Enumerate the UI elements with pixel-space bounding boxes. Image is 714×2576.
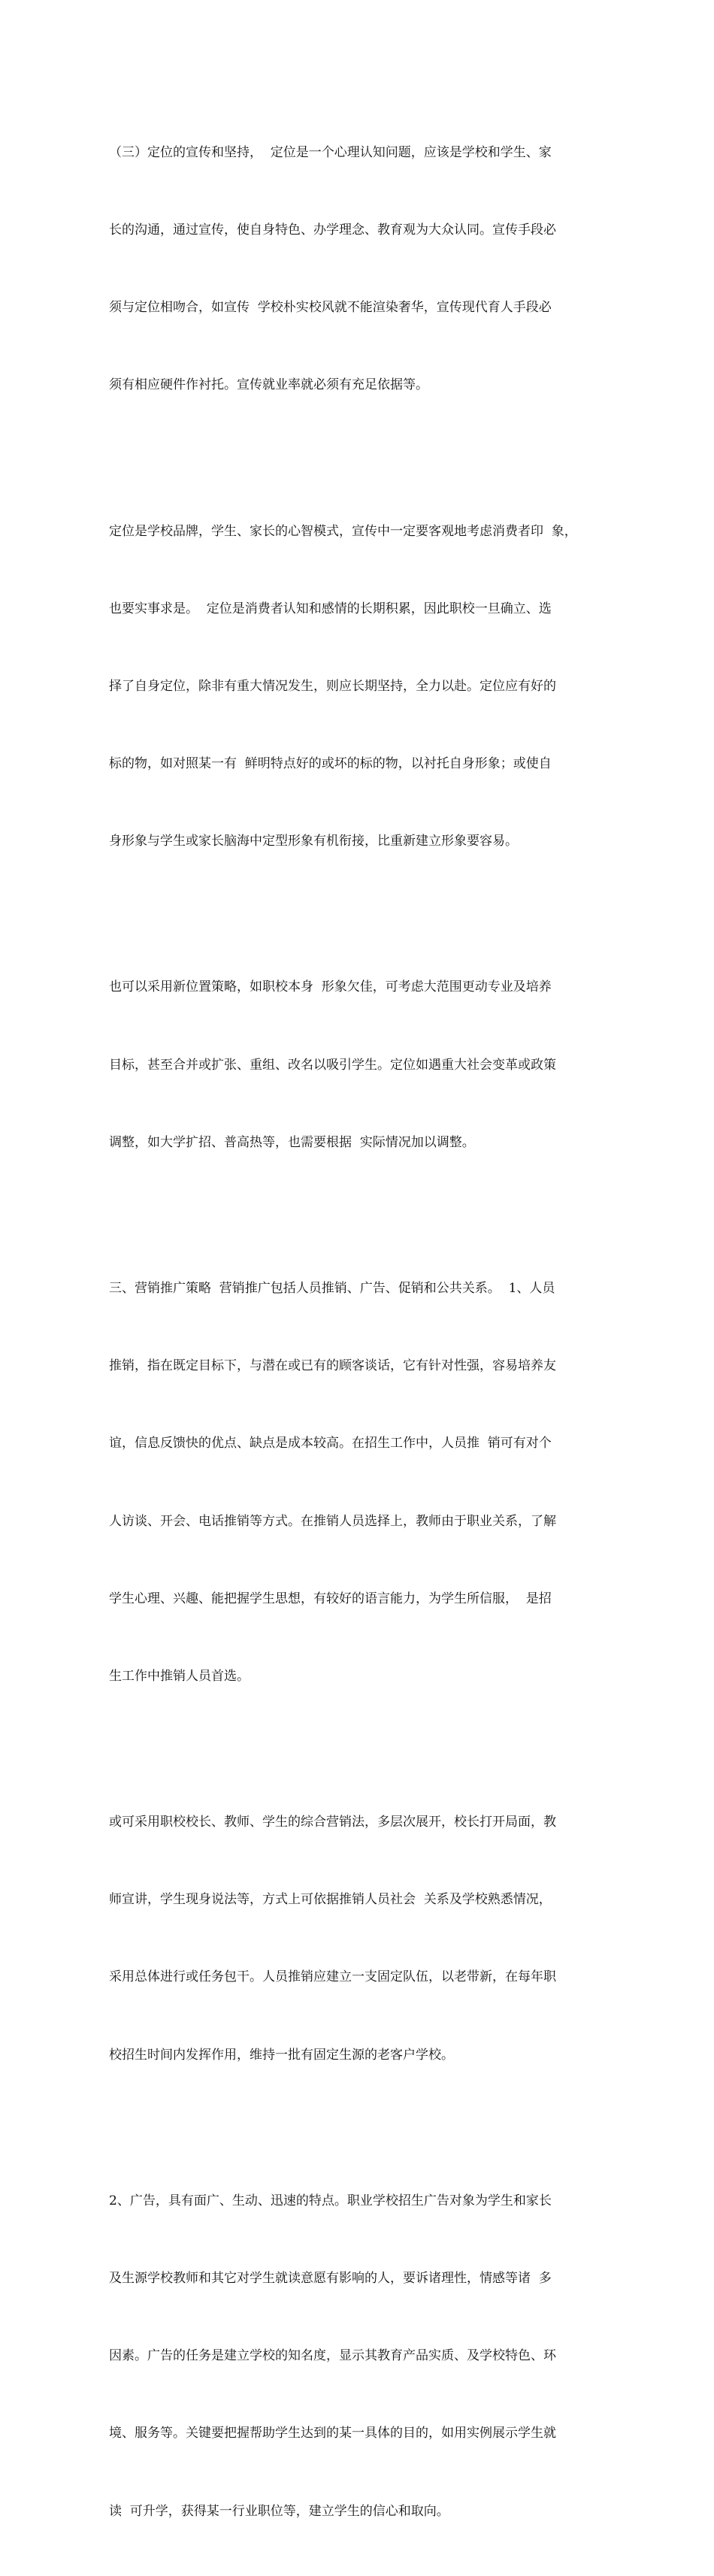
paragraph-positioning-promotion — [109, 88, 607, 450]
text-line: 择了自身定位，除非有重大情况发生，则应长期坚持，全力以赴。定位应有好的 — [109, 678, 556, 694]
text-line: 须有相应硬件作衬托。宣传就业率就必须有充足依据等。 — [109, 377, 428, 393]
text-line: 也要实事求是。 定位是消费者认知和感情的长期积累，因此职校一旦确立、选 — [109, 601, 552, 616]
text-line: 定位是学校品牌，学生、家长的心智模式，宣传中一定要客观地考虑消费者印 象， — [109, 523, 577, 539]
text-line: 调整，如大学扩招、普高热等，也需要根据 实际情况加以调整。 — [109, 1134, 475, 1150]
text-line: 人访谈、开会、电话推销等方式。在推销人员选择上，教师由于职业关系，了解 — [109, 1513, 556, 1529]
text-line: 标的物，如对照某一有 鲜明特点好的或坏的标的物，以衬托自身形象；或使自 — [109, 756, 552, 772]
text-line: 2、广告，具有面广、生动、迅速的特点。职业学校招生广告对象为学生和家长 — [109, 2193, 552, 2208]
text-line: 及生源学校教师和其它对学生就读意愿有影响的人，要诉诸理性，情感等诸 多 — [109, 2270, 552, 2286]
text-line: 也可以采用新位置策略，如职校本身 形象欠佳，可考虑大范围更动专业及培养 — [109, 979, 552, 995]
text-line: 长的沟通，通过宣传，使自身特色、办学理念、教育观为大众认同。宣传手段必 — [109, 222, 556, 238]
paragraph-integrated-marketing — [109, 1757, 607, 2120]
text-line: 须与定位相吻合，如宣传 学校朴实校风就不能渲染奢华，宣传现代育人手段必 — [109, 300, 552, 316]
paragraph-new-position-strategy — [109, 923, 607, 1207]
document-body — [109, 88, 607, 2576]
text-line: （三）定位的宣传和坚持， 定位是一个心理认知问题，应该是学校和学生、家 — [109, 144, 552, 160]
text-line: 目标，甚至合并或扩张、重组、改名以吸引学生。定位如遇重大社会变革或政策 — [109, 1057, 556, 1073]
text-line: 采用总体进行或任务包干。人员推销应建立一支固定队伍，以老带新，在每年职 — [109, 1969, 556, 1985]
text-line: 或可采用职校校长、教师、学生的综合营销法，多层次展开，校长打开局面，教 — [109, 1815, 556, 1830]
text-line: 读 可升学，获得某一行业职位等，建立学生的信心和取向。 — [109, 2503, 449, 2519]
paragraph-school-brand — [109, 467, 607, 907]
text-line: 因素。广告的任务是建立学校的知名度，显示其教育产品实质、及学校特色、环 — [109, 2348, 556, 2364]
text-line: 推销，指在既定目标下，与潜在或已有的顾客谈话，它有针对性强，容易培养友 — [109, 1358, 556, 1374]
text-line: 学生心理、兴趣、能把握学生思想，有较好的语言能力，为学生所信服， 是招 — [109, 1591, 552, 1606]
text-line: 三、营销推广策略 营销推广包括人员推销、广告、促销和公共关系。 1、人员 — [109, 1280, 555, 1296]
text-line: 身形象与学生或家长脑海中定型形象有机衔接，比重新建立形象要容易。 — [109, 834, 518, 849]
paragraph-advertising — [109, 2136, 607, 2576]
text-line: 谊，信息反馈快的优点、缺点是成本较高。在招生工作中，人员推 销可有对个 — [109, 1436, 552, 1451]
text-line: 校招生时间内发挥作用，维持一批有固定生源的老客户学校。 — [109, 2047, 454, 2063]
text-line: 师宣讲，学生现身说法等，方式上可依据推销人员社会 关系及学校熟悉情况， — [109, 1892, 552, 1908]
text-line: 境、服务等。关键要把握帮助学生达到的某一具体的目的，如用实例展示学生就 — [109, 2426, 556, 2441]
paragraph-marketing-promotion — [109, 1224, 607, 1741]
text-line: 生工作中推销人员首选。 — [109, 1668, 250, 1684]
